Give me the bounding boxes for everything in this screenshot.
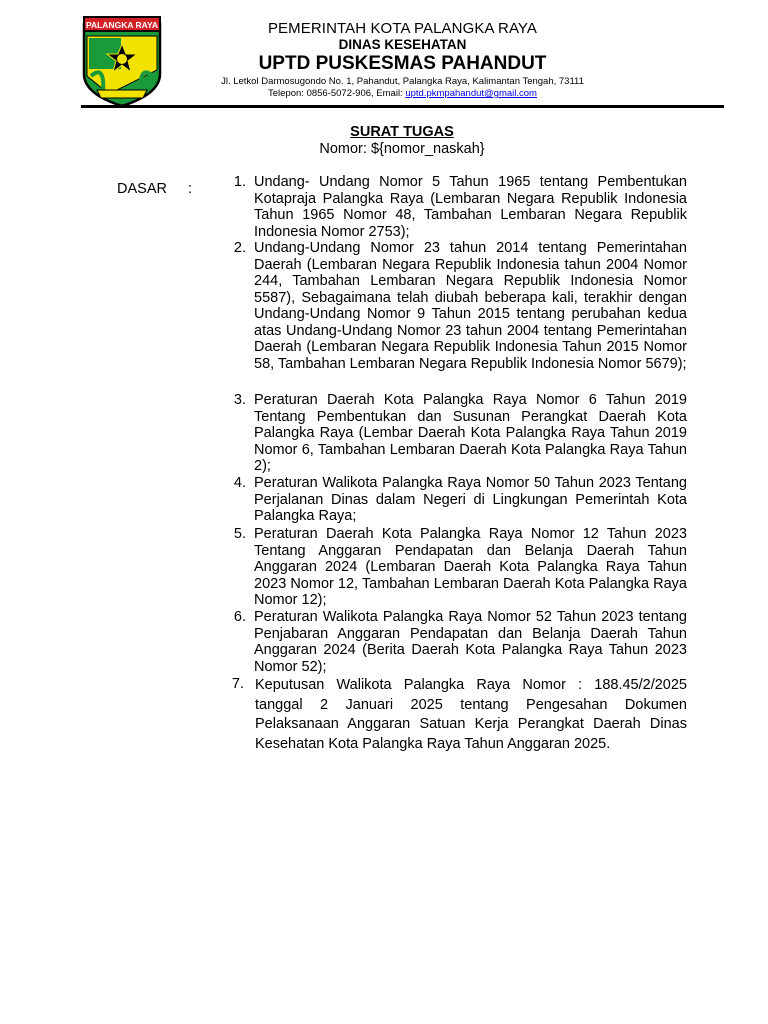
basis-item-number: 4. — [233, 475, 246, 491]
basis-item-text: Peraturan Walikota Palangka Raya Nomor 52 Tahun 2023 tentang Penjabaran Anggaran Pendapatan dan Belanja Daerah Tahun Anggaran 2024 (Berita Daerah Kota Palangka Raya Tahun 2023 Nomor 52); — [254, 609, 687, 675]
basis-item-text: Peraturan Daerah Kota Palangka Raya Nomor 12 Tahun 2023 Tentang Anggaran Pendapatan dan Belanja Daerah Tahun Anggaran 2024 (Lembaran Daerah Kota Palangka Raya Tahun 2023 Nomor 12, Tambahan Lembaran Daerah Kota Palangka Raya Nomor 12); — [254, 526, 687, 608]
basis-item-text: Undang-Undang Nomor 23 tahun 2014 tentang Pemerintahan Daerah (Lembaran Negara Republik Indonesia tahun 2004 Nomor 244, Tambahan Lembaran Negara Republik Indonesia Nomor 5587), Sebagaimana telah diubah beberapa kali, terakhir dengan Undang-Undang Nomor 9 Tahun 2015 tentang perubahan kedua atas Undang-Undang Nomor 23 tahun 2004 tentang Pemerintahan Daerah (Lembaran Negara Republik Indonesia Tahun 2015 Nomor 58, Tambahan Lembaran Negara Republik Indonesia Nomor 5679); — [254, 240, 687, 372]
contact-phone: Telepon: 0856-5072-906, Email: — [268, 88, 406, 99]
letterhead-divider — [81, 105, 724, 108]
document-title: SURAT TUGAS — [350, 124, 454, 140]
svg-text:PALANGKA RAYA: PALANGKA RAYA — [85, 20, 159, 30]
basis-item-number: 3. — [233, 392, 246, 408]
basis-item-text: Peraturan Daerah Kota Palangka Raya Nomor 6 Tahun 2019 Tentang Pembentukan dan Susunan Perangkat Daerah Kota Palangka Raya (Lembar Daerah Kota Palangka Raya Tahun 2019 Nomor 6, Tambahan Lembaran Daerah Kota Palangka Raya Tahun 2); — [254, 392, 687, 474]
letterhead-department: DINAS KESEHATAN — [338, 37, 467, 52]
palangka-raya-crest-logo — [81, 14, 163, 108]
basis-item-number: 7. — [231, 676, 244, 692]
letterhead-government: PEMERINTAH KOTA PALANGKA RAYA — [267, 20, 538, 37]
basis-item-number: 1. — [233, 174, 246, 190]
letterhead-contact — [190, 88, 615, 100]
email-link[interactable]: uptd.pkmpahandut@gmail.com — [405, 88, 537, 99]
basis-item-text: Keputusan Walikota Palangka Raya Nomor : 188.45/2/2025 tanggal 2 Januari 2025 tentang Pengesahan Dokumen Pelaksanaan Anggaran Satuan Kerja Perangkat Daerah Dinas Kesehatan Kota Palangka Raya Tahun Anggaran 2025. — [255, 677, 687, 752]
basis-item-number: 6. — [233, 609, 246, 625]
basis-item-text: Undang- Undang Nomor 5 Tahun 1965 tentang Pembentukan Kotapraja Palangka Raya (Lembaran Negara Republik Indonesia Tahun 1965 Nomor 48, Tambahan Lembaran Negara Republik Indonesia Nomor 2753); — [254, 174, 687, 240]
basis-item-number: 2. — [233, 240, 246, 256]
basis-label: DASAR — [117, 181, 167, 197]
letterhead — [190, 20, 615, 100]
document-number: Nomor: ${nomor_naskah} — [319, 141, 485, 157]
basis-item-number: 5. — [233, 526, 246, 542]
basis-item-text: Peraturan Walikota Palangka Raya Nomor 50 Tahun 2023 Tentang Perjalanan Dinas dalam Negeri di Lingkungan Pemerintah Kota Palangka Raya; — [254, 475, 687, 524]
basis-colon: : — [188, 181, 193, 197]
letterhead-address: Jl. Letkol Darmosugondo No. 1, Pahandut, Palangka Raya, Kalimantan Tengah, 73111 — [221, 76, 584, 87]
letterhead-institution: UPTD PUSKESMAS PAHANDUT — [258, 53, 547, 74]
